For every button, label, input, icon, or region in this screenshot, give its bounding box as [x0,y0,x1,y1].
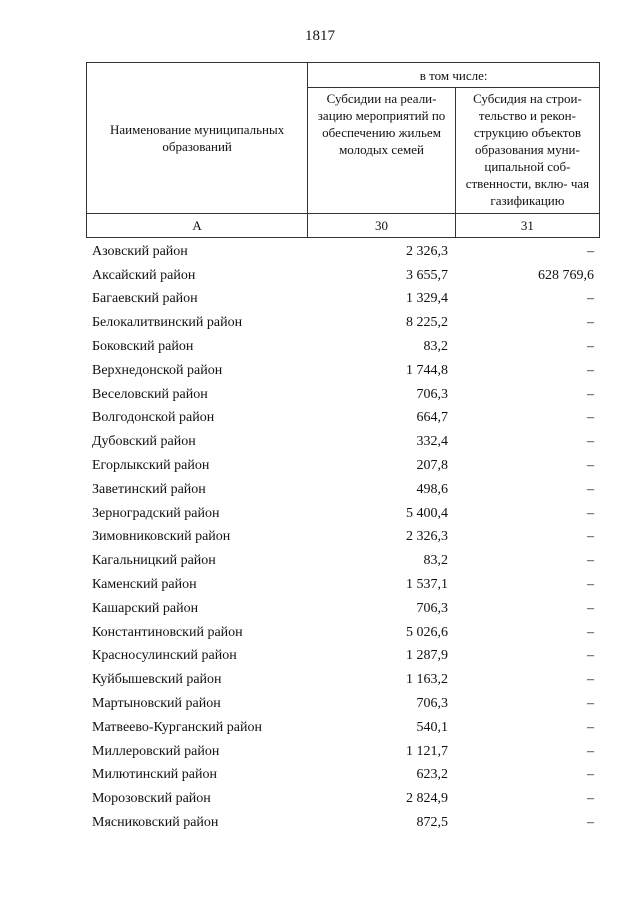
row-value-30: 1 287,9 [406,648,448,664]
row-value-31: – [587,529,594,545]
row-value-31: – [587,291,594,307]
row-value-31: – [587,815,594,831]
row-value-31: – [587,505,594,521]
row-value-31: – [587,791,594,807]
header-index-name: А [87,214,308,238]
row-name: Каменский район [92,577,197,593]
row-name: Константиновский район [92,624,243,640]
row-value-31: – [587,743,594,759]
header-column-31: Субсидия на строи- тельство и рекон- струкцию объектов образования муни- ципальной соб- ственности, вклю- чая газификацию [455,88,599,214]
row-name: Милютинский район [92,767,218,783]
row-name: Веселовский район [92,386,208,402]
row-value-30: 1 329,4 [406,291,448,307]
row-name: Волгодонской район [92,410,215,426]
table-row [86,430,600,454]
row-value-30: 83,2 [423,553,448,569]
row-name: Миллеровский район [92,743,220,759]
table-row [86,621,600,645]
row-value-30: 872,5 [416,815,448,831]
table-row [86,359,600,383]
row-value-31: – [587,672,594,688]
row-value-31: – [587,315,594,331]
header-column-30: Субсидии на реали- зацию мероприятий по обеспечению жильем молодых семей [308,88,456,214]
row-name: Верхнедонской район [92,362,223,378]
table-row [86,478,600,502]
row-value-31: – [587,339,594,355]
table-row [86,716,600,740]
row-value-30: 1 121,7 [406,743,448,759]
row-name: Красносулинский район [92,648,237,664]
table-row [86,811,600,835]
table-row [86,240,600,264]
row-value-31: – [587,648,594,664]
table-row [86,740,600,764]
table-row [86,645,600,669]
header-index-30: 30 [308,214,456,238]
row-name: Кашарский район [92,600,199,616]
row-value-31: – [587,243,594,259]
table-row [86,311,600,335]
row-name: Егорлыкский район [92,458,210,474]
header-index-31: 31 [455,214,599,238]
table-row [86,764,600,788]
row-value-30: 1 163,2 [406,672,448,688]
row-value-31: – [587,696,594,712]
row-value-30: 83,2 [423,339,448,355]
table-row [86,335,600,359]
row-value-31: – [587,600,594,616]
row-value-31: – [587,767,594,783]
row-value-30: 2 326,3 [406,529,448,545]
row-name: Аксайский район [92,267,196,283]
table-row [86,264,600,288]
row-value-30: 5 400,4 [406,505,448,521]
row-value-31: – [587,410,594,426]
row-value-30: 2 824,9 [406,791,448,807]
row-name: Зерноградский район [92,505,220,521]
table-row [86,383,600,407]
row-value-30: 207,8 [416,458,448,474]
row-value-30: 1 537,1 [406,577,448,593]
row-value-30: 332,4 [416,434,448,450]
table-row [86,597,600,621]
row-name: Морозовский район [92,791,211,807]
page-number: 1817 [305,28,335,44]
table-row [86,526,600,550]
table-row [86,573,600,597]
row-value-31: – [587,481,594,497]
header-name-column: Наименование муниципальных образований [87,63,308,214]
table-row [86,288,600,312]
row-value-30: 8 225,2 [406,315,448,331]
row-value-31: – [587,624,594,640]
row-name: Боковский район [92,339,194,355]
table-row [86,407,600,431]
table-row [86,549,600,573]
row-value-31: – [587,362,594,378]
row-name: Куйбышевский район [92,672,222,688]
table-row [86,454,600,478]
row-value-30: 498,6 [416,481,448,497]
row-value-30: 623,2 [416,767,448,783]
row-value-31: – [587,553,594,569]
row-value-30: 664,7 [416,410,448,426]
row-name: Зимовниковский район [92,529,231,545]
row-value-30: 540,1 [416,719,448,735]
row-name: Дубовский район [92,434,196,450]
row-name: Мартыновский район [92,696,221,712]
row-value-30: 706,3 [416,696,448,712]
row-value-31: – [587,458,594,474]
row-value-30: 2 326,3 [406,243,448,259]
row-value-30: 706,3 [416,600,448,616]
row-value-31: – [587,434,594,450]
table-row [86,787,600,811]
row-name: Азовский район [92,243,188,259]
row-value-30: 3 655,7 [406,267,448,283]
row-value-31: – [587,719,594,735]
row-name: Мясниковский район [92,815,219,831]
table-body [86,240,600,835]
row-value-30: 706,3 [416,386,448,402]
table-row [86,668,600,692]
row-name: Заветинский район [92,481,206,497]
table-row [86,502,600,526]
row-name: Кагальницкий район [92,553,216,569]
row-name: Матвеево-Курганский район [92,719,262,735]
row-value-31: – [587,577,594,593]
row-value-30: 5 026,6 [406,624,448,640]
row-name: Белокалитвинский район [92,315,243,331]
row-value-30: 1 744,8 [406,362,448,378]
row-value-31: 628 769,6 [538,267,594,283]
table-header [86,62,600,238]
header-group-label: в том числе: [308,63,600,88]
row-name: Багаевский район [92,291,198,307]
table-row [86,692,600,716]
row-value-31: – [587,386,594,402]
